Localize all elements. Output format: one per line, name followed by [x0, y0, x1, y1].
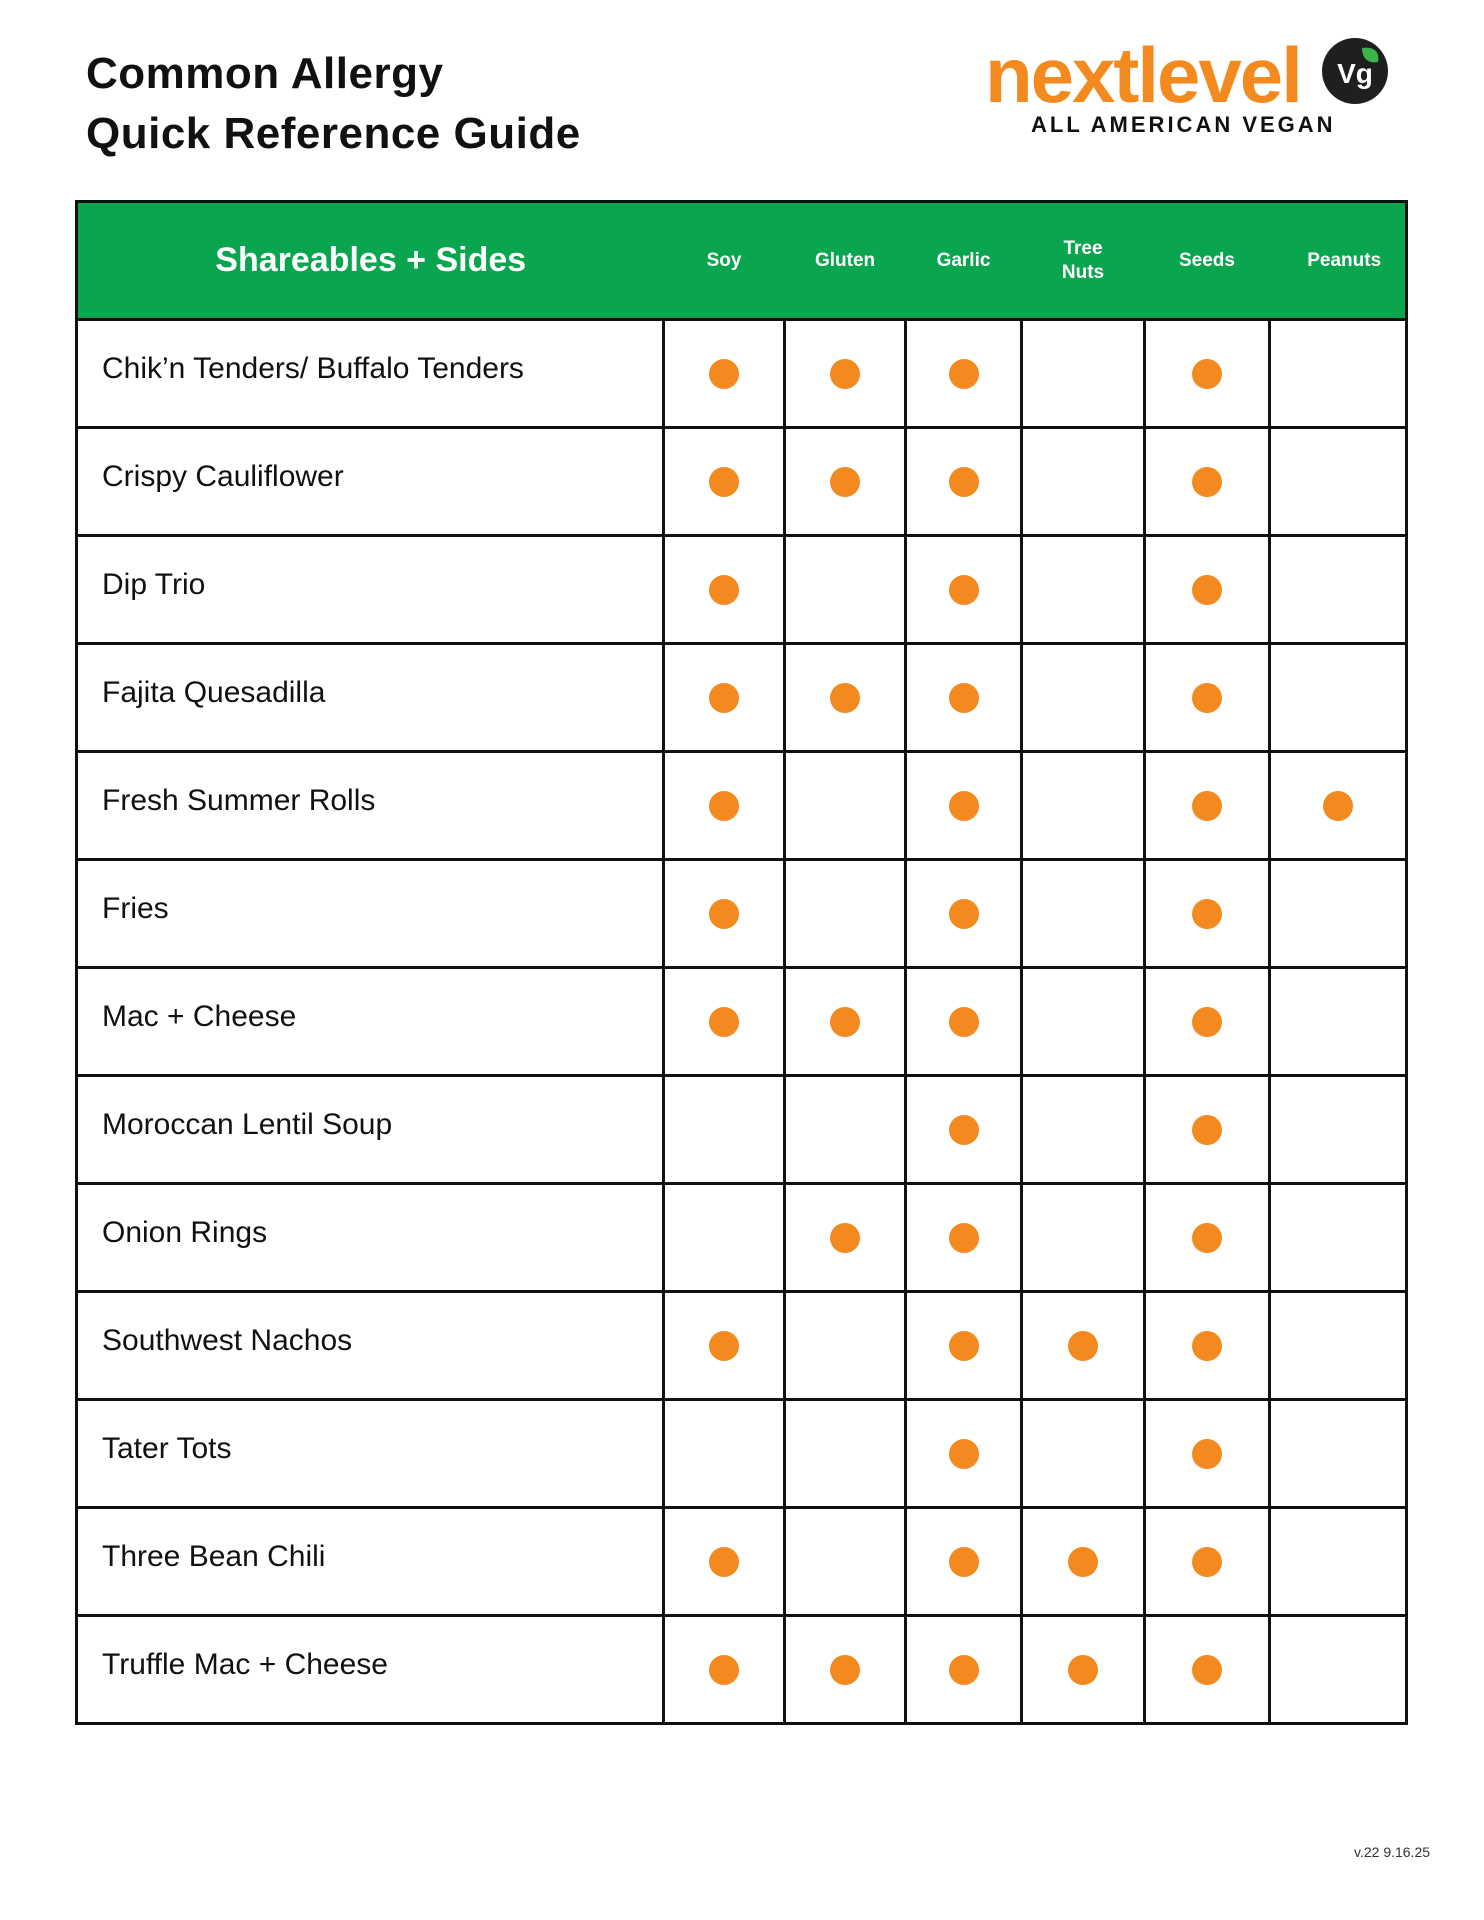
allergen-dot-icon: [709, 791, 739, 821]
title-line-2: Quick Reference Guide: [86, 109, 581, 158]
allergen-cell: [906, 320, 1022, 428]
allergen-dot-icon: [1192, 899, 1222, 929]
allergen-cell: [785, 1616, 906, 1724]
allergen-cell: [785, 1508, 906, 1616]
allergen-cell: [785, 968, 906, 1076]
allergen-cell: [664, 1292, 785, 1400]
allergen-dot-icon: [709, 1655, 739, 1685]
allergen-cell: [1270, 1292, 1407, 1400]
allergen-cell: [664, 1076, 785, 1184]
allergen-cell: [906, 1292, 1022, 1400]
menu-item-name: Southwest Nachos: [77, 1292, 664, 1400]
menu-item-name: Chik’n Tenders/ Buffalo Tenders: [77, 320, 664, 428]
badge-text: Vg: [1337, 58, 1373, 89]
allergen-cell: [1022, 1076, 1145, 1184]
allergen-dot-icon: [949, 791, 979, 821]
allergen-cell: [785, 1184, 906, 1292]
version-label: v.22 9.16.25: [1354, 1844, 1431, 1860]
allergen-dot-icon: [709, 1331, 739, 1361]
allergen-dot-icon: [949, 1655, 979, 1685]
allergen-cell: [664, 428, 785, 536]
menu-item-name: Fries: [77, 860, 664, 968]
allergen-cell: [906, 968, 1022, 1076]
table-row: [77, 320, 1407, 428]
allergen-cell: [1022, 1400, 1145, 1508]
allergen-dot-icon: [1192, 1547, 1222, 1577]
allergen-cell: [1022, 536, 1145, 644]
allergen-dot-icon: [949, 1547, 979, 1577]
allergen-cell: [1270, 536, 1407, 644]
col-header: Soy: [664, 202, 785, 320]
allergen-cell: [664, 536, 785, 644]
allergen-dot-icon: [1192, 575, 1222, 605]
allergen-cell: [1270, 320, 1407, 428]
allergen-cell: [1145, 1508, 1270, 1616]
allergen-dot-icon: [1192, 359, 1222, 389]
allergen-cell: [1145, 1400, 1270, 1508]
allergen-dot-icon: [949, 899, 979, 929]
allergen-cell: [1022, 428, 1145, 536]
allergen-cell: [664, 1616, 785, 1724]
menu-item-name: Tater Tots: [77, 1400, 664, 1508]
section-title: Shareables + Sides: [77, 202, 664, 320]
logo-wordmark: nextlevel: [985, 31, 1301, 119]
allergen-cell: [664, 1184, 785, 1292]
allergen-cell: [1270, 968, 1407, 1076]
allergen-cell: [785, 1400, 906, 1508]
allergen-cell: [1145, 860, 1270, 968]
page-title: [86, 44, 581, 164]
allergen-cell: [906, 752, 1022, 860]
allergen-cell: [1145, 752, 1270, 860]
allergen-cell: [1145, 1292, 1270, 1400]
logo-tagline: ALL AMERICAN VEGAN: [1031, 112, 1336, 137]
menu-item-name: Onion Rings: [77, 1184, 664, 1292]
allergen-dot-icon: [949, 1115, 979, 1145]
menu-item-name: Fresh Summer Rolls: [77, 752, 664, 860]
allergen-cell: [785, 536, 906, 644]
allergen-cell: [785, 1076, 906, 1184]
allergen-cell: [1022, 752, 1145, 860]
allergen-dot-icon: [1192, 467, 1222, 497]
table-row: [77, 1508, 1407, 1616]
allergen-dot-icon: [709, 575, 739, 605]
allergen-dot-icon: [949, 1331, 979, 1361]
allergen-cell: [1145, 644, 1270, 752]
allergen-cell: [1022, 320, 1145, 428]
allergen-dot-icon: [1068, 1331, 1098, 1361]
allergen-cell: [1270, 1076, 1407, 1184]
col-header: Peanuts: [1270, 202, 1407, 320]
brand-logo: [985, 30, 1405, 150]
allergen-cell: [1270, 1400, 1407, 1508]
allergen-cell: [664, 320, 785, 428]
allergen-cell: [664, 968, 785, 1076]
menu-item-name: Moroccan Lentil Soup: [77, 1076, 664, 1184]
table-row: [77, 860, 1407, 968]
allergen-dot-icon: [1068, 1547, 1098, 1577]
menu-item-name: Truffle Mac + Cheese: [77, 1616, 664, 1724]
col-header: Seeds: [1145, 202, 1270, 320]
allergen-cell: [906, 644, 1022, 752]
allergen-cell: [664, 644, 785, 752]
allergen-dot-icon: [830, 1007, 860, 1037]
allergen-dot-icon: [830, 683, 860, 713]
allergy-table: [75, 200, 1408, 1725]
allergen-cell: [1270, 1508, 1407, 1616]
allergen-cell: [1022, 1508, 1145, 1616]
col-header: Tree Nuts: [1022, 202, 1145, 320]
allergen-dot-icon: [1192, 1439, 1222, 1469]
allergen-dot-icon: [709, 467, 739, 497]
allergen-cell: [1022, 968, 1145, 1076]
menu-item-name: Fajita Quesadilla: [77, 644, 664, 752]
allergen-cell: [1270, 1184, 1407, 1292]
allergen-dot-icon: [949, 1439, 979, 1469]
title-line-1: Common Allergy: [86, 49, 444, 98]
allergen-cell: [785, 752, 906, 860]
allergen-dot-icon: [709, 359, 739, 389]
allergen-dot-icon: [949, 1007, 979, 1037]
allergen-cell: [664, 1508, 785, 1616]
table-row: [77, 1076, 1407, 1184]
allergen-cell: [906, 428, 1022, 536]
allergen-cell: [785, 1292, 906, 1400]
allergen-cell: [785, 320, 906, 428]
allergen-cell: [1022, 860, 1145, 968]
menu-item-name: Dip Trio: [77, 536, 664, 644]
allergen-cell: [906, 1184, 1022, 1292]
allergen-cell: [1270, 1616, 1407, 1724]
allergen-cell: [785, 428, 906, 536]
allergen-cell: [1022, 1616, 1145, 1724]
table-row: [77, 968, 1407, 1076]
allergen-dot-icon: [1192, 1655, 1222, 1685]
allergen-dot-icon: [1192, 683, 1222, 713]
allergen-cell: [906, 1076, 1022, 1184]
allergen-dot-icon: [709, 1007, 739, 1037]
allergen-dot-icon: [949, 359, 979, 389]
vg-badge-icon: [1322, 38, 1388, 104]
allergen-dot-icon: [1192, 791, 1222, 821]
allergen-cell: [1022, 644, 1145, 752]
table-row: [77, 428, 1407, 536]
allergen-cell: [785, 644, 906, 752]
allergen-dot-icon: [830, 1655, 860, 1685]
allergen-cell: [1022, 1292, 1145, 1400]
table-row: [77, 1292, 1407, 1400]
menu-item-name: Crispy Cauliflower: [77, 428, 664, 536]
allergen-cell: [1145, 1076, 1270, 1184]
allergen-cell: [906, 536, 1022, 644]
allergen-cell: [1145, 1184, 1270, 1292]
allergen-cell: [906, 860, 1022, 968]
allergen-cell: [664, 1400, 785, 1508]
allergen-dot-icon: [830, 359, 860, 389]
table-header-row: [77, 202, 1407, 320]
allergen-cell: [1145, 1616, 1270, 1724]
allergen-dot-icon: [1192, 1007, 1222, 1037]
table-row: [77, 1400, 1407, 1508]
allergen-cell: [1145, 536, 1270, 644]
allergen-cell: [1145, 968, 1270, 1076]
allergen-dot-icon: [709, 899, 739, 929]
allergen-cell: [1270, 752, 1407, 860]
allergen-cell: [1270, 644, 1407, 752]
allergen-cell: [664, 860, 785, 968]
allergen-cell: [1270, 428, 1407, 536]
allergen-dot-icon: [1192, 1115, 1222, 1145]
allergen-cell: [906, 1508, 1022, 1616]
col-header: Gluten: [785, 202, 906, 320]
allergen-dot-icon: [709, 683, 739, 713]
table-row: [77, 536, 1407, 644]
allergen-dot-icon: [949, 467, 979, 497]
allergen-cell: [1145, 320, 1270, 428]
allergen-cell: [1145, 428, 1270, 536]
allergen-dot-icon: [949, 1223, 979, 1253]
allergen-dot-icon: [949, 575, 979, 605]
allergen-dot-icon: [1192, 1331, 1222, 1361]
menu-item-name: Three Bean Chili: [77, 1508, 664, 1616]
allergen-cell: [1270, 860, 1407, 968]
allergen-dot-icon: [949, 683, 979, 713]
allergen-dot-icon: [830, 1223, 860, 1253]
allergen-cell: [906, 1400, 1022, 1508]
table-row: [77, 752, 1407, 860]
allergen-dot-icon: [1323, 791, 1353, 821]
col-header: Garlic: [906, 202, 1022, 320]
table-row: [77, 1616, 1407, 1724]
allergen-dot-icon: [709, 1547, 739, 1577]
menu-item-name: Mac + Cheese: [77, 968, 664, 1076]
allergen-cell: [785, 860, 906, 968]
leaf-icon: [1322, 38, 1388, 104]
allergen-cell: [664, 752, 785, 860]
allergen-dot-icon: [1068, 1655, 1098, 1685]
allergen-dot-icon: [830, 467, 860, 497]
table-row: [77, 1184, 1407, 1292]
allergen-cell: [906, 1616, 1022, 1724]
allergen-cell: [1022, 1184, 1145, 1292]
table-row: [77, 644, 1407, 752]
allergen-dot-icon: [1192, 1223, 1222, 1253]
